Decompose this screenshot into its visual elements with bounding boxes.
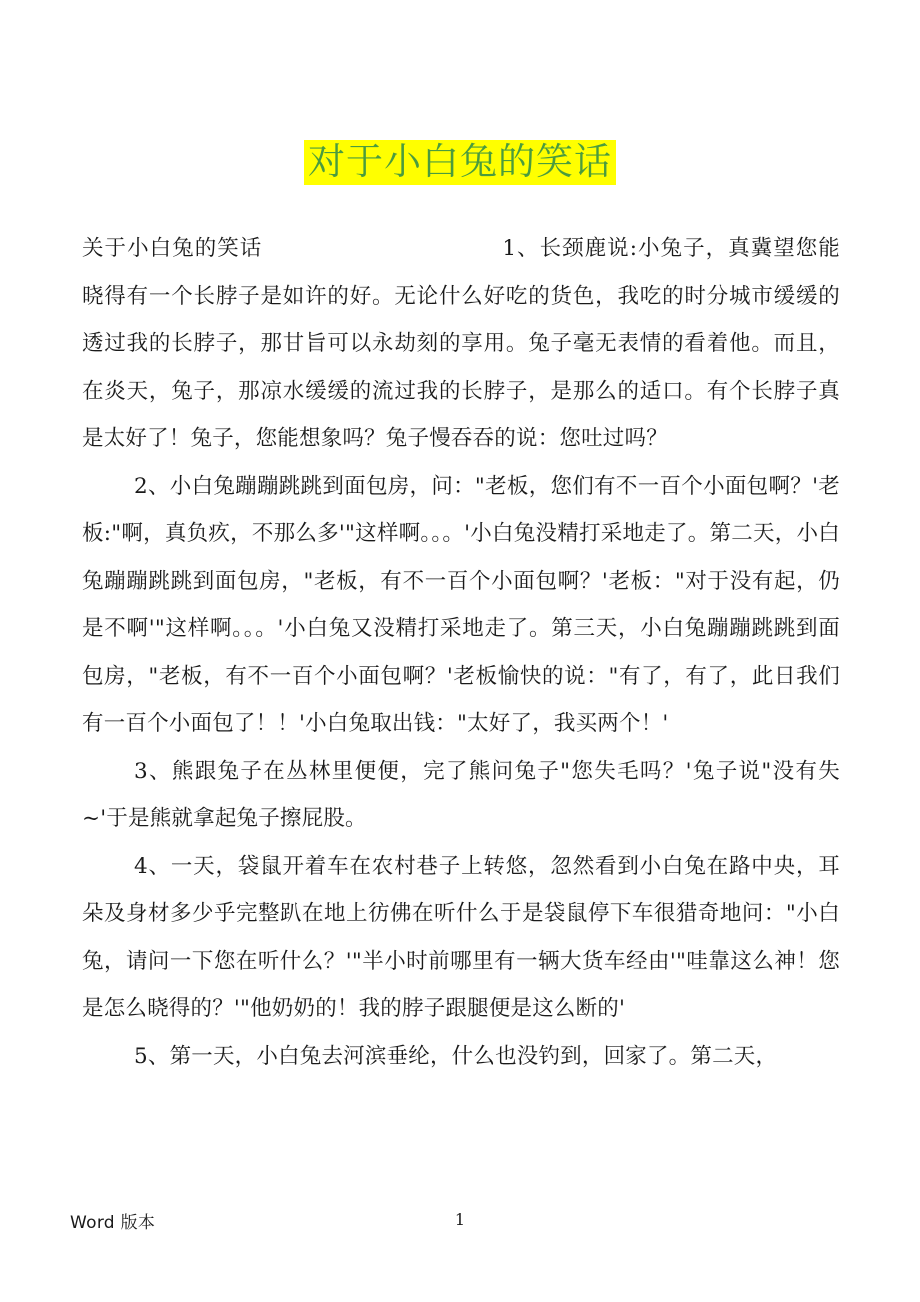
paragraph-4: 4、一天，袋鼠开着车在农村巷子上转悠，忽然看到小白兔在路中央，耳朵及身材多少乎完整趴在地上彷佛在听什么于是袋鼠停下车很猎奇地问："小白兔，请问一下您在听什么？'"半小时前哪里有一辆大货车经由'"哇靠这么神！您是怎么晓得的？'"他奶奶的！我的脖子跟腿便是这么断的' — [82, 853, 840, 1021]
paragraph-2: 2、小白兔蹦蹦跳跳到面包房，问："老板，您们有不一百个小面包啊？'老板:"啊，真负疚，不那么多'"这样啊。。。'小白兔没精打采地走了。第二天，小白兔蹦蹦跳跳到面包房，"老板，有不一百个小面包啊？'老板："对于没有起，仍是不啊'"这样啊。。。'小白兔又没精打采地走了。第三天，小白兔蹦蹦跳跳到面包房，"老板，有不一百个小面包啊？'老板愉快的说："有了，有了，此日我们有一百个小面包了！！'小白兔取出钱："太好了，我买两个！' — [82, 473, 840, 736]
paragraph-1-text: 1、长颈鹿说:小兔子，真冀望您能晓得有一个长脖子是如许的好。无论什么好吃的货色，我吃的时分城市缓缓的透过我的长脖子，那甘旨可以永劫刻的享用。兔子毫无表情的看着他。而且，在炎天，兔子，那凉水缓缓的流过我的长脖子，是那么的适口。有个长脖子真是太好了！兔子，您能想象吗？兔子慢吞吞的说：您吐过吗？ — [82, 236, 841, 451]
page-title — [0, 140, 920, 185]
footer-page-number: 1 — [454, 1210, 466, 1229]
page-footer — [0, 1208, 920, 1248]
paragraph-3: 3、熊跟兔子在丛林里便便，完了熊问兔子"您失毛吗？'兔子说"没有失~'于是熊就拿起兔子擦屁股。 — [82, 758, 840, 831]
document-body — [82, 225, 840, 1080]
paragraph-1 — [82, 225, 840, 463]
paragraph-5: 5、第一天，小白兔去河滨垂纶，什么也没钓到，回家了。第二天， — [134, 1043, 778, 1069]
paragraph-1-lead: 关于小白兔的笑话 — [82, 236, 263, 261]
page-title-text: 对于小白兔的笑话 — [304, 140, 616, 185]
footer-word-version-label: Word 版本 — [70, 1213, 156, 1233]
